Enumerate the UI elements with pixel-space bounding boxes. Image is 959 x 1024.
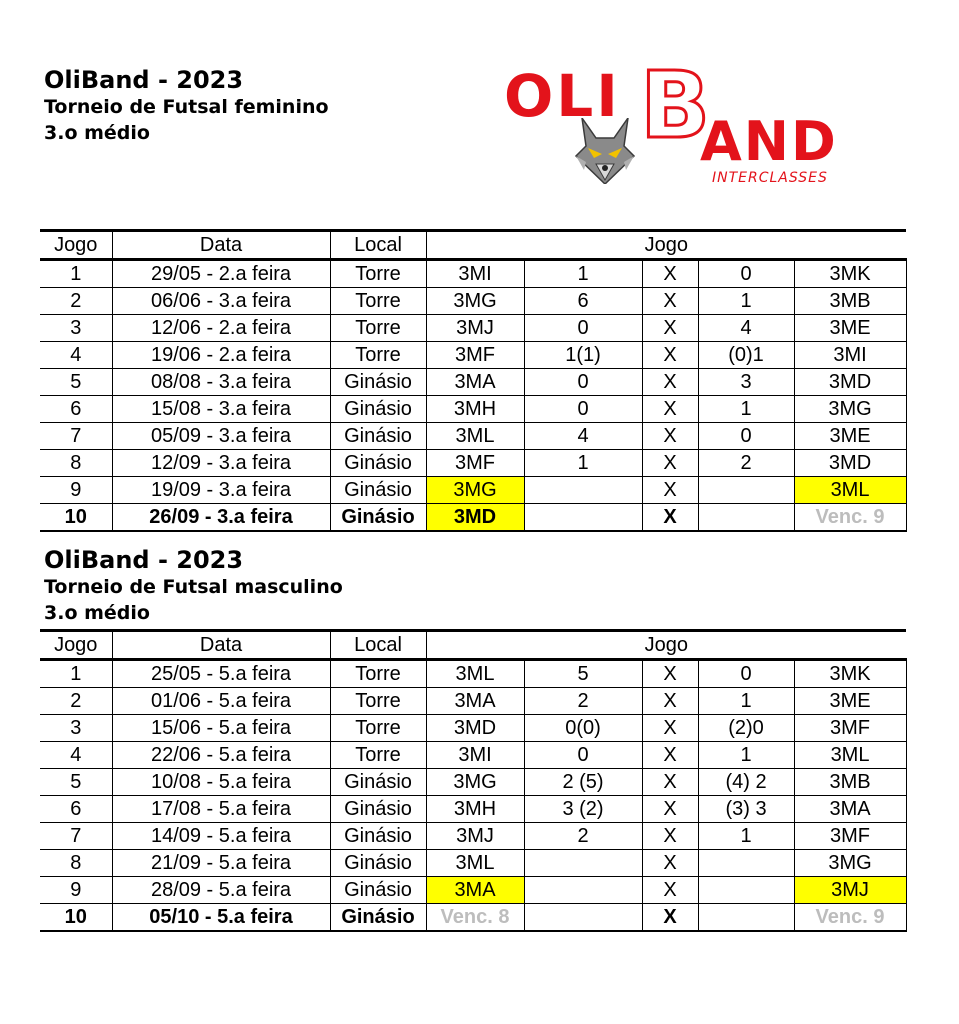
tournament-title: OliBand - 2023 [44, 546, 244, 574]
game-place: Ginásio [330, 796, 426, 823]
games-table-feminino [40, 229, 907, 532]
table-header [40, 231, 906, 260]
tournament-grade: 3.o médio [44, 602, 150, 624]
tournament-title: OliBand - 2023 [44, 66, 244, 94]
table-row [40, 477, 906, 504]
game-place: Ginásio [330, 823, 426, 850]
game-date: 25/05 - 5.a feira [112, 660, 330, 688]
away-score: 2 [698, 450, 794, 477]
away-team: 3MG [794, 850, 906, 877]
away-team: 3ML [794, 477, 906, 504]
game-number: 10 [40, 904, 112, 932]
home-team: 3MF [426, 450, 524, 477]
game-number: 5 [40, 369, 112, 396]
logo-and-text: AND [700, 110, 838, 173]
home-score: 2 [524, 823, 642, 850]
game-place: Torre [330, 742, 426, 769]
game-date: 15/08 - 3.a feira [112, 396, 330, 423]
home-team: 3MI [426, 742, 524, 769]
game-date: 26/09 - 3.a feira [112, 504, 330, 532]
home-score [524, 877, 642, 904]
away-score: 4 [698, 315, 794, 342]
versus-mark: X [642, 477, 698, 504]
home-team: 3MA [426, 877, 524, 904]
table-row [40, 342, 906, 369]
game-date: 06/06 - 3.a feira [112, 288, 330, 315]
home-team: 3MG [426, 769, 524, 796]
table-row [40, 742, 906, 769]
home-score [524, 477, 642, 504]
game-place: Torre [330, 315, 426, 342]
game-date: 22/06 - 5.a feira [112, 742, 330, 769]
game-number: 1 [40, 260, 112, 288]
home-team: 3MD [426, 504, 524, 532]
versus-mark: X [642, 850, 698, 877]
home-team: 3MA [426, 688, 524, 715]
table-row [40, 423, 906, 450]
header-masculino [44, 546, 343, 626]
away-score: 0 [698, 660, 794, 688]
away-team: 3MF [794, 823, 906, 850]
away-team: 3MK [794, 660, 906, 688]
away-team: 3MB [794, 288, 906, 315]
home-team: 3ML [426, 423, 524, 450]
home-score: 5 [524, 660, 642, 688]
game-date: 29/05 - 2.a feira [112, 260, 330, 288]
home-score [524, 504, 642, 532]
home-team: 3MJ [426, 823, 524, 850]
home-team: Venc. 8 [426, 904, 524, 932]
away-score: (0)1 [698, 342, 794, 369]
home-team: 3MA [426, 369, 524, 396]
home-score: 1 [524, 450, 642, 477]
home-team: 3MH [426, 796, 524, 823]
game-number: 7 [40, 423, 112, 450]
versus-mark: X [642, 260, 698, 288]
versus-mark: X [642, 688, 698, 715]
col-match-header: Jogo [426, 231, 906, 260]
game-place: Ginásio [330, 877, 426, 904]
versus-mark: X [642, 450, 698, 477]
away-team: 3MD [794, 450, 906, 477]
game-place: Torre [330, 288, 426, 315]
game-place: Ginásio [330, 904, 426, 932]
game-number: 2 [40, 288, 112, 315]
home-score: 3 (2) [524, 796, 642, 823]
away-score: 0 [698, 260, 794, 288]
game-number: 8 [40, 850, 112, 877]
home-score [524, 904, 642, 932]
away-score [698, 877, 794, 904]
tournament-grade: 3.o médio [44, 122, 150, 144]
table-row [40, 823, 906, 850]
versus-mark: X [642, 742, 698, 769]
game-place: Ginásio [330, 850, 426, 877]
away-score: 3 [698, 369, 794, 396]
versus-mark: X [642, 396, 698, 423]
tournament-subtitle: Torneio de Futsal masculino [44, 576, 343, 598]
away-team: 3ML [794, 742, 906, 769]
home-score: 1(1) [524, 342, 642, 369]
game-number: 5 [40, 769, 112, 796]
game-place: Ginásio [330, 504, 426, 532]
away-team: 3MF [794, 715, 906, 742]
versus-mark: X [642, 342, 698, 369]
away-team: 3ME [794, 315, 906, 342]
game-number: 8 [40, 450, 112, 477]
home-team: 3MI [426, 260, 524, 288]
home-team: 3MG [426, 477, 524, 504]
game-place: Ginásio [330, 369, 426, 396]
away-score [698, 904, 794, 932]
game-place: Ginásio [330, 423, 426, 450]
away-team: 3MB [794, 769, 906, 796]
game-date: 19/09 - 3.a feira [112, 477, 330, 504]
table-row [40, 715, 906, 742]
logo-subtitle: INTERCLASSES [712, 170, 828, 186]
table-row [40, 660, 906, 688]
away-score: 1 [698, 823, 794, 850]
game-date: 21/09 - 5.a feira [112, 850, 330, 877]
table-row [40, 850, 906, 877]
versus-mark: X [642, 660, 698, 688]
away-team: 3MI [794, 342, 906, 369]
logo-oli-text: OLI [504, 62, 621, 130]
game-number: 2 [40, 688, 112, 715]
game-number: 6 [40, 796, 112, 823]
game-date: 14/09 - 5.a feira [112, 823, 330, 850]
versus-mark: X [642, 369, 698, 396]
table-row [40, 396, 906, 423]
game-place: Torre [330, 342, 426, 369]
game-number: 9 [40, 477, 112, 504]
home-score: 6 [524, 288, 642, 315]
away-score: 1 [698, 742, 794, 769]
col-local-header: Local [330, 631, 426, 660]
wolf-icon [574, 118, 636, 184]
home-score [524, 850, 642, 877]
away-score: 1 [698, 288, 794, 315]
away-score: (4) 2 [698, 769, 794, 796]
col-jogo-header: Jogo [40, 231, 112, 260]
game-place: Ginásio [330, 769, 426, 796]
home-team: 3MD [426, 715, 524, 742]
versus-mark: X [642, 769, 698, 796]
home-team: 3MF [426, 342, 524, 369]
home-score: 0 [524, 742, 642, 769]
table-row [40, 260, 906, 288]
away-score: 1 [698, 396, 794, 423]
home-team: 3ML [426, 660, 524, 688]
game-number: 4 [40, 742, 112, 769]
home-score: 0(0) [524, 715, 642, 742]
table-row [40, 796, 906, 823]
home-team: 3MG [426, 288, 524, 315]
home-score: 1 [524, 260, 642, 288]
home-team: 3ML [426, 850, 524, 877]
game-place: Ginásio [330, 477, 426, 504]
col-data-header: Data [112, 631, 330, 660]
versus-mark: X [642, 904, 698, 932]
table-row [40, 877, 906, 904]
home-score: 2 (5) [524, 769, 642, 796]
oliband-logo [500, 52, 860, 192]
game-number: 7 [40, 823, 112, 850]
versus-mark: X [642, 423, 698, 450]
game-date: 05/09 - 3.a feira [112, 423, 330, 450]
game-place: Ginásio [330, 396, 426, 423]
table-row [40, 688, 906, 715]
home-score: 4 [524, 423, 642, 450]
away-team: Venc. 9 [794, 504, 906, 532]
versus-mark: X [642, 715, 698, 742]
table-row [40, 450, 906, 477]
tournament-subtitle: Torneio de Futsal feminino [44, 96, 329, 118]
game-number: 10 [40, 504, 112, 532]
away-team: 3MD [794, 369, 906, 396]
col-match-header: Jogo [426, 631, 906, 660]
game-date: 12/09 - 3.a feira [112, 450, 330, 477]
game-date: 10/08 - 5.a feira [112, 769, 330, 796]
game-number: 3 [40, 315, 112, 342]
table-row [40, 288, 906, 315]
col-local-header: Local [330, 231, 426, 260]
header-feminino [44, 66, 329, 146]
away-score [698, 477, 794, 504]
game-place: Ginásio [330, 450, 426, 477]
home-score: 0 [524, 396, 642, 423]
away-score: (3) 3 [698, 796, 794, 823]
home-score: 0 [524, 369, 642, 396]
game-number: 4 [40, 342, 112, 369]
game-place: Torre [330, 260, 426, 288]
game-date: 19/06 - 2.a feira [112, 342, 330, 369]
game-place: Torre [330, 715, 426, 742]
away-score: 0 [698, 423, 794, 450]
home-team: 3MJ [426, 315, 524, 342]
game-place: Torre [330, 688, 426, 715]
versus-mark: X [642, 823, 698, 850]
versus-mark: X [642, 877, 698, 904]
game-number: 3 [40, 715, 112, 742]
table-row [40, 769, 906, 796]
game-date: 05/10 - 5.a feira [112, 904, 330, 932]
away-team: Venc. 9 [794, 904, 906, 932]
home-score: 0 [524, 315, 642, 342]
col-jogo-header: Jogo [40, 631, 112, 660]
game-date: 28/09 - 5.a feira [112, 877, 330, 904]
away-score [698, 504, 794, 532]
versus-mark: X [642, 288, 698, 315]
home-team: 3MH [426, 396, 524, 423]
away-team: 3ME [794, 688, 906, 715]
col-data-header: Data [112, 231, 330, 260]
home-score: 2 [524, 688, 642, 715]
away-team: 3MA [794, 796, 906, 823]
away-team: 3MJ [794, 877, 906, 904]
away-team: 3ME [794, 423, 906, 450]
games-table-masculino [40, 629, 907, 932]
game-date: 08/08 - 3.a feira [112, 369, 330, 396]
game-date: 12/06 - 2.a feira [112, 315, 330, 342]
table-row [40, 904, 906, 932]
away-team: 3MG [794, 396, 906, 423]
versus-mark: X [642, 796, 698, 823]
game-date: 15/06 - 5.a feira [112, 715, 330, 742]
game-place: Torre [330, 660, 426, 688]
logo-b-text: B [640, 52, 711, 159]
away-score: (2)0 [698, 715, 794, 742]
table-row [40, 315, 906, 342]
away-score [698, 850, 794, 877]
table-header [40, 631, 906, 660]
versus-mark: X [642, 504, 698, 532]
game-date: 17/08 - 5.a feira [112, 796, 330, 823]
game-number: 9 [40, 877, 112, 904]
game-number: 1 [40, 660, 112, 688]
away-score: 1 [698, 688, 794, 715]
versus-mark: X [642, 315, 698, 342]
away-team: 3MK [794, 260, 906, 288]
game-number: 6 [40, 396, 112, 423]
table-row [40, 504, 906, 532]
table-row [40, 369, 906, 396]
game-date: 01/06 - 5.a feira [112, 688, 330, 715]
